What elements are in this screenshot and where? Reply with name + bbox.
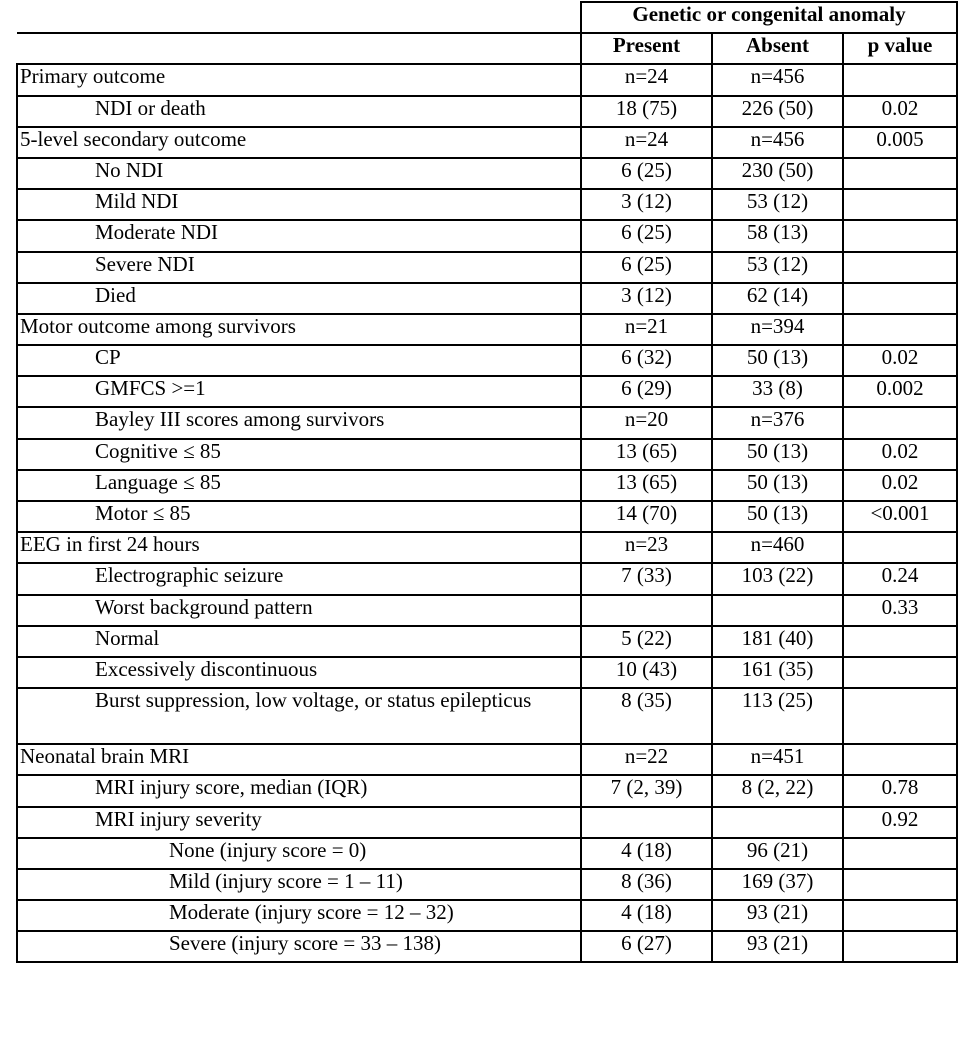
present-value: 4 (18) xyxy=(581,838,712,869)
p-value: 0.78 xyxy=(843,775,957,806)
present-value: n=21 xyxy=(581,314,712,345)
present-value: 13 (65) xyxy=(581,439,712,470)
table-row xyxy=(17,501,957,532)
p-value xyxy=(843,744,957,775)
present-value: n=22 xyxy=(581,744,712,775)
present-value: 18 (75) xyxy=(581,96,712,127)
row-label: Normal xyxy=(17,626,581,657)
p-value xyxy=(843,688,957,744)
p-value: 0.02 xyxy=(843,345,957,376)
absent-value: 53 (12) xyxy=(712,189,843,220)
absent-value: 93 (21) xyxy=(712,931,843,962)
row-label: Neonatal brain MRI xyxy=(17,744,581,775)
p-value: <0.001 xyxy=(843,501,957,532)
present-value: n=24 xyxy=(581,127,712,158)
present-value: n=20 xyxy=(581,407,712,438)
row-label: GMFCS >=1 xyxy=(17,376,581,407)
p-value: 0.33 xyxy=(843,595,957,626)
row-label: MRI injury severity xyxy=(17,807,581,838)
group-title-header: Genetic or congenital anomaly xyxy=(581,2,957,33)
present-value: 8 (36) xyxy=(581,869,712,900)
present-value: 6 (25) xyxy=(581,252,712,283)
header-blank-cell xyxy=(17,33,581,64)
present-column-header: Present xyxy=(581,33,712,64)
row-label: Excessively discontinuous xyxy=(17,657,581,688)
absent-value: n=456 xyxy=(712,64,843,95)
row-label: Primary outcome xyxy=(17,64,581,95)
present-value: 7 (33) xyxy=(581,563,712,594)
p-value xyxy=(843,158,957,189)
present-value: 14 (70) xyxy=(581,501,712,532)
absent-value xyxy=(712,807,843,838)
outcomes-table xyxy=(16,1,958,963)
row-label: Worst background pattern xyxy=(17,595,581,626)
present-value: 8 (35) xyxy=(581,688,712,744)
table-row xyxy=(17,563,957,594)
p-value: 0.002 xyxy=(843,376,957,407)
absent-value: 33 (8) xyxy=(712,376,843,407)
table-row xyxy=(17,626,957,657)
p-value xyxy=(843,189,957,220)
table-row xyxy=(17,220,957,251)
table-row xyxy=(17,283,957,314)
table-row xyxy=(17,900,957,931)
p-value: 0.02 xyxy=(843,470,957,501)
absent-value: 53 (12) xyxy=(712,252,843,283)
absent-value: 103 (22) xyxy=(712,563,843,594)
row-label: EEG in first 24 hours xyxy=(17,532,581,563)
present-value: 7 (2, 39) xyxy=(581,775,712,806)
table-row xyxy=(17,931,957,962)
row-label: Language ≤ 85 xyxy=(17,470,581,501)
absent-value: 58 (13) xyxy=(712,220,843,251)
row-label: Bayley III scores among survivors xyxy=(17,407,581,438)
p-value-column-header: p value xyxy=(843,33,957,64)
table-row xyxy=(17,407,957,438)
row-label: Mild (injury score = 1 – 11) xyxy=(17,869,581,900)
p-value xyxy=(843,532,957,563)
absent-value: 161 (35) xyxy=(712,657,843,688)
absent-value: 96 (21) xyxy=(712,838,843,869)
present-value: 6 (32) xyxy=(581,345,712,376)
table-row xyxy=(17,252,957,283)
absent-value: 113 (25) xyxy=(712,688,843,744)
row-label: Moderate (injury score = 12 – 32) xyxy=(17,900,581,931)
p-value xyxy=(843,314,957,345)
p-value: 0.02 xyxy=(843,439,957,470)
table-row xyxy=(17,314,957,345)
row-label: No NDI xyxy=(17,158,581,189)
p-value xyxy=(843,626,957,657)
table-row xyxy=(17,807,957,838)
absent-value: n=394 xyxy=(712,314,843,345)
present-value: 6 (27) xyxy=(581,931,712,962)
absent-value: 169 (37) xyxy=(712,869,843,900)
table-row xyxy=(17,376,957,407)
table-row xyxy=(17,532,957,563)
table-row xyxy=(17,657,957,688)
p-value: 0.005 xyxy=(843,127,957,158)
p-value xyxy=(843,283,957,314)
table-row xyxy=(17,744,957,775)
table-row xyxy=(17,189,957,220)
table-row xyxy=(17,439,957,470)
table-row xyxy=(17,158,957,189)
p-value xyxy=(843,657,957,688)
absent-value: n=451 xyxy=(712,744,843,775)
row-label: Mild NDI xyxy=(17,189,581,220)
table-row xyxy=(17,345,957,376)
table-row xyxy=(17,470,957,501)
p-value xyxy=(843,900,957,931)
present-value: 5 (22) xyxy=(581,626,712,657)
p-value xyxy=(843,407,957,438)
row-label: Electrographic seizure xyxy=(17,563,581,594)
absent-value: 181 (40) xyxy=(712,626,843,657)
absent-value: 50 (13) xyxy=(712,439,843,470)
row-label: Moderate NDI xyxy=(17,220,581,251)
present-value: n=23 xyxy=(581,532,712,563)
present-value xyxy=(581,595,712,626)
header-blank-cell xyxy=(17,2,581,33)
row-label: Severe (injury score = 33 – 138) xyxy=(17,931,581,962)
row-label: Motor ≤ 85 xyxy=(17,501,581,532)
p-value xyxy=(843,838,957,869)
table-row xyxy=(17,64,957,95)
present-value: 3 (12) xyxy=(581,283,712,314)
absent-value: 50 (13) xyxy=(712,470,843,501)
table-header xyxy=(17,2,957,64)
row-label: Cognitive ≤ 85 xyxy=(17,439,581,470)
row-label: Motor outcome among survivors xyxy=(17,314,581,345)
present-value: 3 (12) xyxy=(581,189,712,220)
absent-value: 50 (13) xyxy=(712,501,843,532)
absent-value: 230 (50) xyxy=(712,158,843,189)
table-row xyxy=(17,96,957,127)
absent-value: 50 (13) xyxy=(712,345,843,376)
absent-column-header: Absent xyxy=(712,33,843,64)
absent-value: n=460 xyxy=(712,532,843,563)
absent-value: n=376 xyxy=(712,407,843,438)
p-value: 0.92 xyxy=(843,807,957,838)
absent-value: n=456 xyxy=(712,127,843,158)
absent-value: 8 (2, 22) xyxy=(712,775,843,806)
table-row xyxy=(17,595,957,626)
present-value: 4 (18) xyxy=(581,900,712,931)
present-value xyxy=(581,807,712,838)
outcomes-table-container xyxy=(16,1,958,963)
p-value xyxy=(843,931,957,962)
present-value: 6 (29) xyxy=(581,376,712,407)
p-value xyxy=(843,64,957,95)
present-value: 13 (65) xyxy=(581,470,712,501)
table-row xyxy=(17,127,957,158)
present-value: n=24 xyxy=(581,64,712,95)
row-label: 5-level secondary outcome xyxy=(17,127,581,158)
present-value: 10 (43) xyxy=(581,657,712,688)
absent-value: 93 (21) xyxy=(712,900,843,931)
absent-value: 62 (14) xyxy=(712,283,843,314)
table-row xyxy=(17,688,957,744)
table-row xyxy=(17,869,957,900)
table-row xyxy=(17,775,957,806)
row-label: CP xyxy=(17,345,581,376)
table-row xyxy=(17,838,957,869)
absent-value xyxy=(712,595,843,626)
p-value: 0.24 xyxy=(843,563,957,594)
header-row-columns xyxy=(17,33,957,64)
row-label: Burst suppression, low voltage, or status epilepticus xyxy=(17,688,581,744)
present-value: 6 (25) xyxy=(581,158,712,189)
present-value: 6 (25) xyxy=(581,220,712,251)
row-label: None (injury score = 0) xyxy=(17,838,581,869)
header-row-group xyxy=(17,2,957,33)
row-label: MRI injury score, median (IQR) xyxy=(17,775,581,806)
p-value xyxy=(843,252,957,283)
row-label: NDI or death xyxy=(17,96,581,127)
p-value xyxy=(843,869,957,900)
p-value: 0.02 xyxy=(843,96,957,127)
absent-value: 226 (50) xyxy=(712,96,843,127)
row-label: Died xyxy=(17,283,581,314)
row-label: Severe NDI xyxy=(17,252,581,283)
table-body xyxy=(17,64,957,962)
p-value xyxy=(843,220,957,251)
